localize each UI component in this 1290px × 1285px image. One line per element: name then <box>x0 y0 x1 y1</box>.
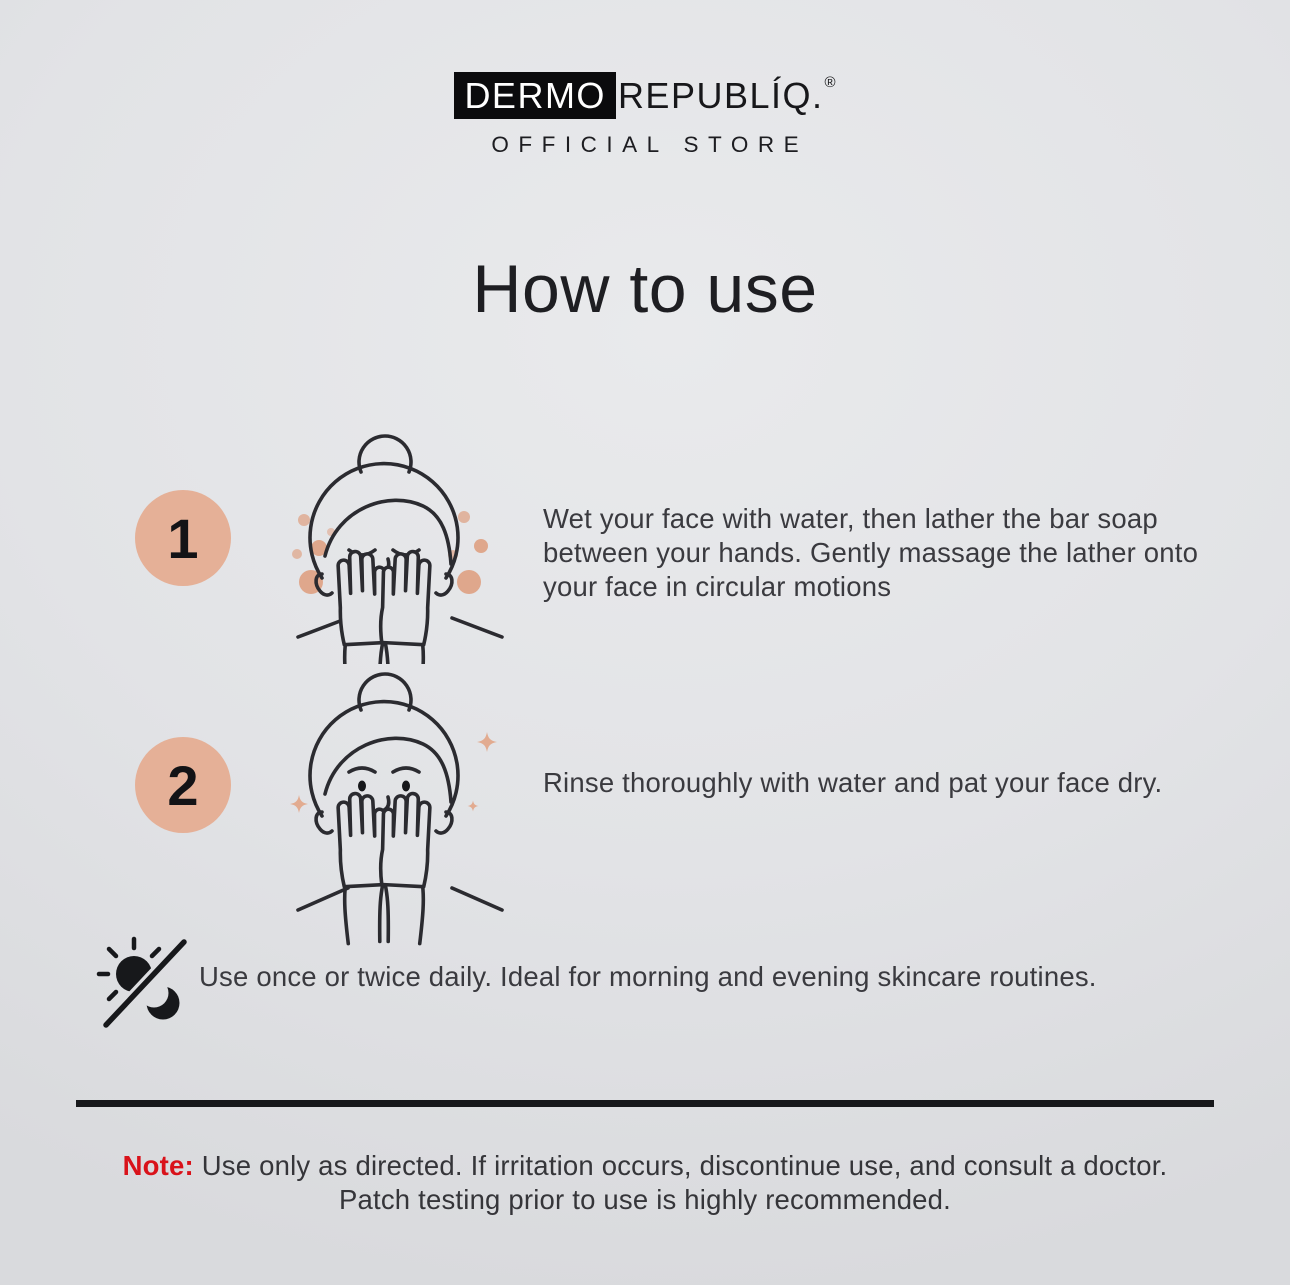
step-1-number-badge <box>135 490 231 586</box>
woman-lathering-face-illustration <box>285 424 515 664</box>
note-text-1: Use only as directed. If irritation occurs, discontinue use, and consult a doctor. <box>201 1150 1168 1181</box>
brand-header <box>0 72 1290 158</box>
step-2-number-badge <box>135 737 231 833</box>
brand-logo <box>454 72 835 119</box>
woman-rinsed-face-sparkles-illustration <box>285 662 515 947</box>
divider <box>76 1100 1214 1107</box>
brand-logo-republiq: REPUBLÍQ. <box>617 74 824 116</box>
sun-slash-moon-icon <box>96 932 196 1032</box>
brand-logo-dermo: DERMO <box>454 72 616 119</box>
note-line-2: Patch testing prior to use is highly recommended. <box>338 1184 952 1215</box>
frequency-note-text: Use once or twice daily. Ideal for morning and evening skincare routines. <box>199 961 1097 992</box>
step-1-number: 1 <box>167 506 199 570</box>
note-label: Note: <box>122 1150 194 1181</box>
page-title: How to use <box>472 251 818 327</box>
registered-trademark-icon: ® <box>824 74 836 91</box>
step-2-text: Rinse thoroughly with water and pat your face dry. <box>543 767 1163 798</box>
note-section <box>45 1149 1245 1217</box>
step-2-number: 2 <box>167 753 199 817</box>
step-1-text: Wet your face with water, then lather the bar soap between your hands. Gently massage the lather onto your face in circular motions <box>543 503 1199 602</box>
official-store-label: OFFICIAL STORE <box>491 132 809 157</box>
note-line-1 <box>45 1149 1245 1183</box>
